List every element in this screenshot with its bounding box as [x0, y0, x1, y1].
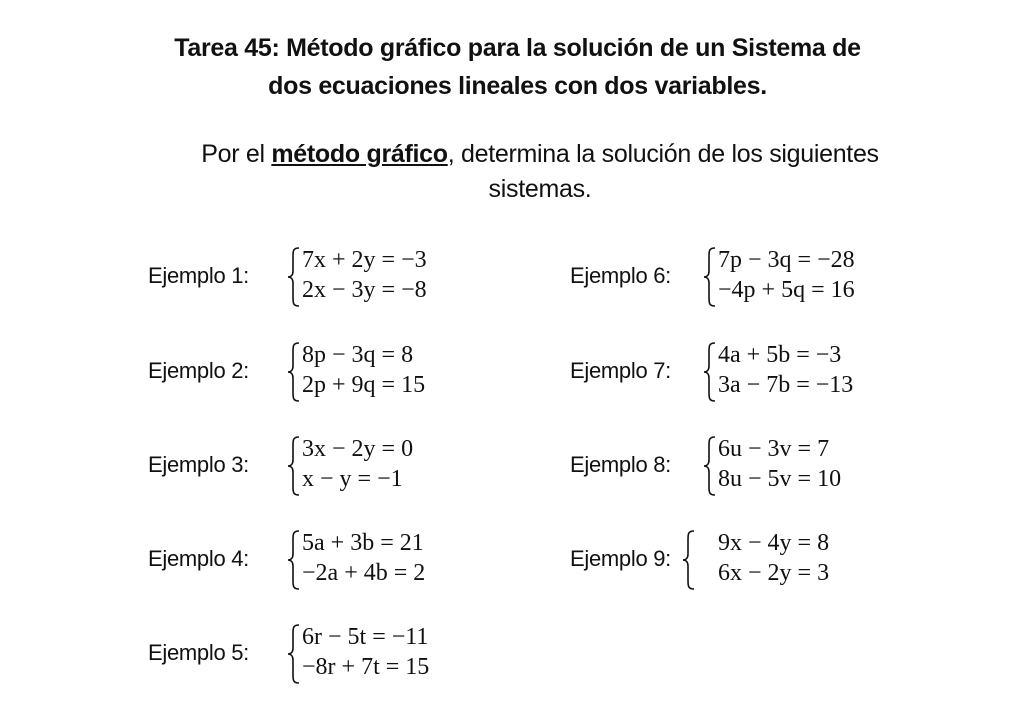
example-label: Ejemplo 7: [570, 358, 671, 383]
example-label: Ejemplo 9: [570, 546, 671, 571]
example-label: Ejemplo 6: [570, 263, 671, 288]
example-label: Ejemplo 5: [148, 640, 249, 665]
example-label: Ejemplo 2: [148, 358, 249, 383]
equation-1: 7p − 3q = −28 [718, 247, 855, 273]
curly-brace-icon [287, 530, 301, 590]
equation-1: 3x − 2y = 0 [302, 436, 414, 462]
equation-system [718, 245, 855, 305]
equation-2: 3a − 7b = −13 [718, 372, 854, 398]
curly-brace-icon [287, 342, 301, 402]
curly-brace-icon [703, 436, 717, 496]
curly-brace-icon [287, 624, 301, 684]
curly-brace-icon [703, 247, 717, 307]
equation-2: 2x − 3y = −8 [302, 277, 427, 303]
equation-1: 4a + 5b = −3 [718, 342, 842, 368]
equation-2: −2a + 4b = 2 [302, 560, 426, 586]
curly-brace-icon [287, 436, 301, 496]
equation-1: 6u − 3v = 7 [718, 436, 830, 462]
title-line-2: dos ecuaciones lineales con dos variables. [268, 72, 767, 100]
curly-brace-icon [682, 530, 696, 590]
example-label: Ejemplo 3: [148, 452, 249, 477]
title-line-1: Tarea 45: Método gráfico para la solución de un Sistema de [174, 34, 861, 62]
equation-system [718, 434, 841, 494]
equation-system [718, 340, 853, 400]
equation-system [718, 528, 829, 588]
equation-1: 9x − 4y = 8 [718, 530, 830, 556]
equation-system [302, 434, 413, 494]
example-label: Ejemplo 4: [148, 546, 249, 571]
instruction-suffix: , determina la solución de los siguientes [447, 140, 879, 168]
equation-system [302, 528, 425, 588]
equation-1: 8p − 3q = 8 [302, 342, 414, 368]
equation-system [302, 245, 427, 305]
equation-system [302, 622, 429, 682]
equation-2: 2p + 9q = 15 [302, 372, 426, 398]
example-label: Ejemplo 1: [148, 263, 249, 288]
instruction-line-1 [0, 140, 1035, 169]
equation-1: 5a + 3b = 21 [302, 530, 424, 556]
equation-2: 8u − 5v = 10 [718, 466, 842, 492]
instruction-line-2: sistemas. [488, 175, 592, 203]
equation-2: −8r + 7t = 15 [302, 654, 430, 680]
instruction-prefix: Por el [201, 140, 272, 168]
instruction-emphasis: método gráfico [271, 140, 448, 168]
curly-brace-icon [703, 342, 717, 402]
curly-brace-icon [287, 247, 301, 307]
equation-2: x − y = −1 [302, 466, 403, 492]
equation-2: −4p + 5q = 16 [718, 277, 855, 303]
equation-1: 6r − 5t = −11 [302, 624, 429, 650]
equation-1: 7x + 2y = −3 [302, 247, 427, 273]
equation-2: 6x − 2y = 3 [718, 560, 830, 586]
example-label: Ejemplo 8: [570, 452, 671, 477]
equation-system [302, 340, 425, 400]
